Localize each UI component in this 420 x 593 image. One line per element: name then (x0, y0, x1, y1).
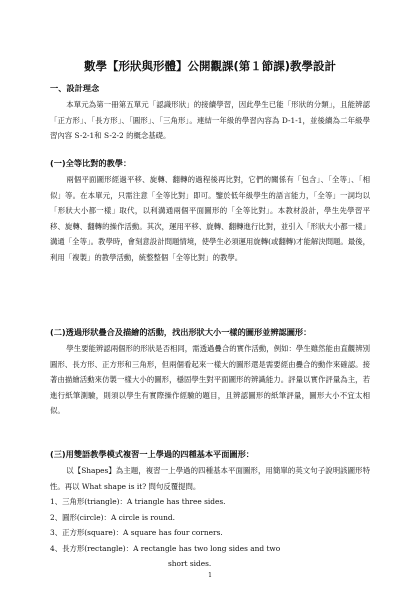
list-item: 1、三角形(triangle)：A triangle has three sides. (50, 497, 226, 506)
shapes-list (50, 494, 370, 572)
section-heading-design-concept: 一、設計理念 (50, 83, 100, 93)
page-number: 1 (208, 572, 212, 579)
section-heading-overlay: (二)透過形狀疊合及描繪的活動，找出形狀大小一樣的圖形並辨認圖形： (50, 327, 312, 337)
section-heading-congruence: (一)全等比對的教學： (50, 158, 132, 168)
paragraph-congruence: 兩個平面圖形經過平移、旋轉、翻轉的過程後再比對，它們的關係有「包含」、「全等」、「相似」等。在本單元，只需注意「全等比對」即可。鑒於低年級學生的語言能力，「全等」一詞均以「形狀大小都一樣」取代，以利溝通兩個平面圖形的「全等比對」。本教材設計，學生先學習平移、旋轉、翻轉的操作活動。其次，運用平移、旋轉、翻轉進行比對，並引入「形狀大小都一樣」溝通「全等」。教學時，會刻意設計問題情境，使學生必須運用旋轉(或翻轉)才能解決問題。最後，利用「複製」的教學活動，統整整個「全等比對」的教學。 (50, 175, 370, 262)
paragraph-overlay: 學生要能辨認兩個形的形狀是否相同，需透過疊合的實作活動，例如：學生雖然能由直觀辨別圓形、長方形、正方形和三角形，但兩個看起來一樣大的圖形還是需要經由疊合的動作來確認。接著由描繪活動來仿製一樣大小的圖形，穩固學生對平面圖形的辨識能力。評量以實作評量為主，若進行紙筆測驗，則須以學生有實際操作經驗的題目，且辨認圖形的紙筆評量，圖形大小不宜太相似。 (50, 344, 370, 416)
list-item: 2、圓形(circle)：A circle is round. (50, 512, 175, 522)
paragraph-design-concept: 本單元為第一冊第五單元「認識形狀」的接續學習，因此學生已能「形狀的分類」，且能辨認「正方形」、「長方形」、「圓形」、「三角形」。連結一年級的學習內容為 D-1-1，並後續為二年級學習內容 S-2-1和 S-2-2 的概念基礎。 (50, 100, 370, 141)
list-item-continuation: short sides. (168, 559, 212, 569)
list-item: 3、正方形(square)：A square has four corners. (50, 528, 223, 538)
paragraph-bilingual: 以【Shapes】為主題，複習一上學過的四種基本平面圖形，用簡單的英文句子說明該圖形特性。再以 What shape is it? 問句反覆提問。 (50, 466, 370, 491)
page-title: 數學【形狀與形體】公開觀課(第１節課)教學設計 (83, 59, 336, 73)
list-item: 4、長方形(rectangle)：A rectangle has two long sides and two (50, 543, 281, 553)
section-heading-bilingual: (三)用雙語教學模式複習一上學過的四種基本平面圖形： (50, 449, 254, 459)
